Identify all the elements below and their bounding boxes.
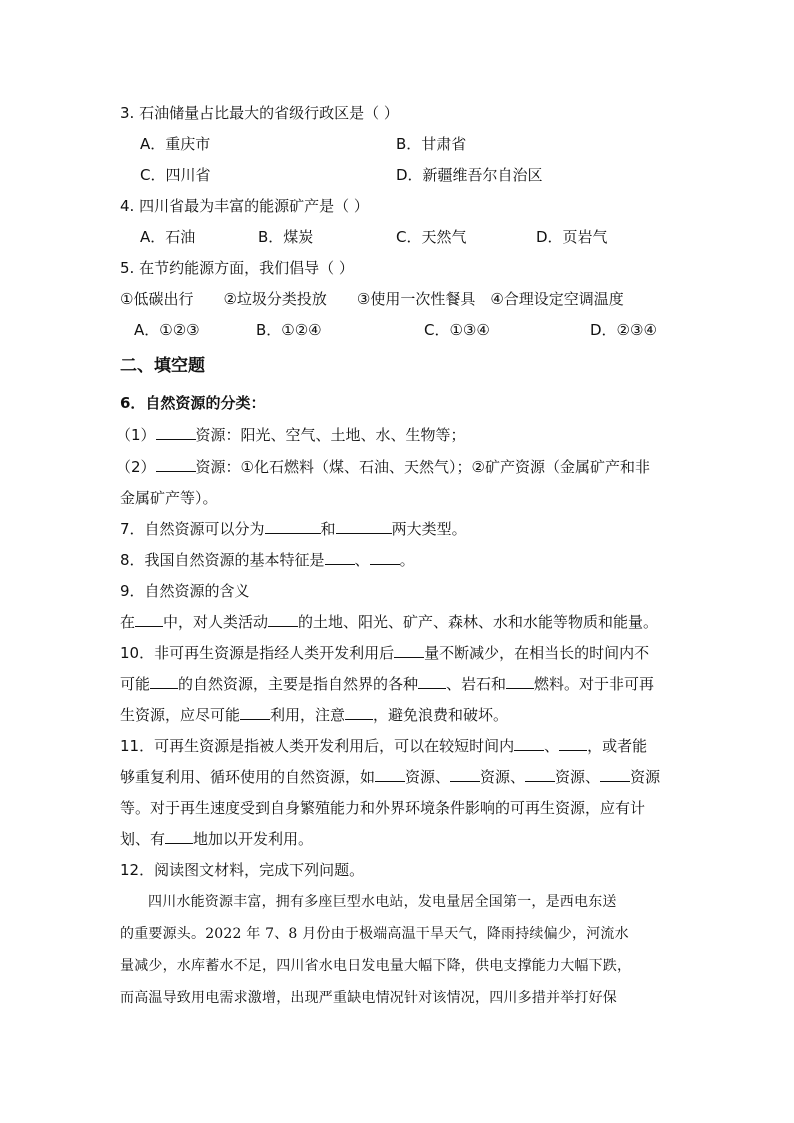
q6-stem: 6．自然资源的分类： <box>120 394 266 412</box>
q9-stem: 9．自然资源的含义 <box>120 582 250 600</box>
q4-option-d: D．页岩气 <box>536 228 608 246</box>
blank <box>135 612 163 627</box>
q4-option-c: C．天然气 <box>396 228 467 246</box>
q6-line1: （1） 资源：阳光、空气、土地、水、生物等； <box>116 426 466 444</box>
blank <box>268 612 298 627</box>
q7: 7．自然资源可以分为 和 两大类型。 <box>120 520 467 538</box>
blank <box>394 643 424 658</box>
q11-line4: 划、有 地加以开发利用。 <box>120 830 314 848</box>
q3-option-d: D．新疆维吾尔自治区 <box>396 166 543 184</box>
q6-line2: （2） 资源：①化石燃料（煤、石油、天然气）；②矿产资源（金属矿产和非 <box>116 458 650 476</box>
q9-definition: 在 中，对人类活动 的土地、阳光、矿产、森林、水和水能等物质和能量。 <box>120 613 659 631</box>
q11-line2: 够重复利用、循环使用的自然资源，如 资源、 资源、 资源、 资源 <box>120 768 661 786</box>
blank <box>375 767 405 782</box>
q12-passage-line1: 四川水能资源丰富，拥有多座巨型水电站，发电量居全国第一，是西电东送 <box>148 894 617 910</box>
blank <box>156 457 196 472</box>
blank <box>325 550 355 565</box>
section-heading: 二、填空题 <box>120 356 205 376</box>
q12-passage-line4: 而高温导致用电需求激增，出现严重缺电情况针对该情况，四川多措并举打好保 <box>120 990 617 1006</box>
q3-option-c: C．四川省 <box>140 166 211 184</box>
q10-line1: 10．非可再生资源是指经人类开发利用后 量不断减少，在相当长的时间内不 <box>120 644 650 662</box>
q11-line1: 11．可再生资源是指被人类开发利用后，可以在较短时间内 、 ，或者能 <box>120 737 648 755</box>
q8: 8．我国自然资源的基本特征是 、 。 <box>120 551 415 569</box>
q5-option-a: A．①②③ <box>134 321 200 339</box>
q5-items: ①低碳出行 ②垃圾分类投放 ③使用一次性餐具 ④合理设定空调温度 <box>120 290 624 308</box>
blank <box>418 674 446 689</box>
blank <box>336 519 392 534</box>
q4-option-b: B．煤炭 <box>258 228 314 246</box>
q3-option-b: B．甘肃省 <box>396 135 467 153</box>
blank <box>165 829 193 844</box>
blank <box>450 767 480 782</box>
blank <box>514 736 544 751</box>
blank <box>525 767 555 782</box>
q12-stem: 12．阅读图文材料，完成下列问题。 <box>120 861 365 879</box>
blank <box>150 674 178 689</box>
q3-stem: 3. 石油储量占比最大的省级行政区是（ ） <box>120 104 399 122</box>
q11-line3: 等。对于再生速度受到自身繁殖能力和外界环境条件影响的可再生资源，应有计 <box>120 799 646 817</box>
q10-line2: 可能 的自然资源，主要是指自然界的各种 、岩石和 燃料。对于非可再 <box>120 675 655 693</box>
q10-line3: 生资源，应尽可能 利用，注意 ，避免浪费和破坏。 <box>120 706 509 724</box>
blank <box>240 705 270 720</box>
blank <box>600 767 630 782</box>
q3-option-a: A．重庆市 <box>140 135 211 153</box>
blank <box>156 425 196 440</box>
blank <box>559 736 587 751</box>
blank <box>265 519 321 534</box>
q5-option-d: D．②③④ <box>590 321 657 339</box>
q5-option-c: C．①③④ <box>424 321 490 339</box>
q4-stem: 4. 四川省最为丰富的能源矿产是（ ） <box>120 197 369 215</box>
q4-option-a: A．石油 <box>140 228 196 246</box>
q5-stem: 5. 在节约能源方面，我们倡导（ ） <box>120 259 354 277</box>
q6-line3: 金属矿产等）。 <box>120 489 218 507</box>
q5-option-b: B．①②④ <box>256 321 322 339</box>
q12-passage-line3: 量减少，水库蓄水不足，四川省水电日发电量大幅下降，供电支撑能力大幅下跌， <box>120 958 632 974</box>
blank <box>370 550 400 565</box>
blank <box>506 674 534 689</box>
blank <box>345 705 373 720</box>
q12-passage-line2: 的重要源头。2022 年 7、8 月份由于极端高温干旱天气，降雨持续偏少，河流水 <box>120 926 629 942</box>
